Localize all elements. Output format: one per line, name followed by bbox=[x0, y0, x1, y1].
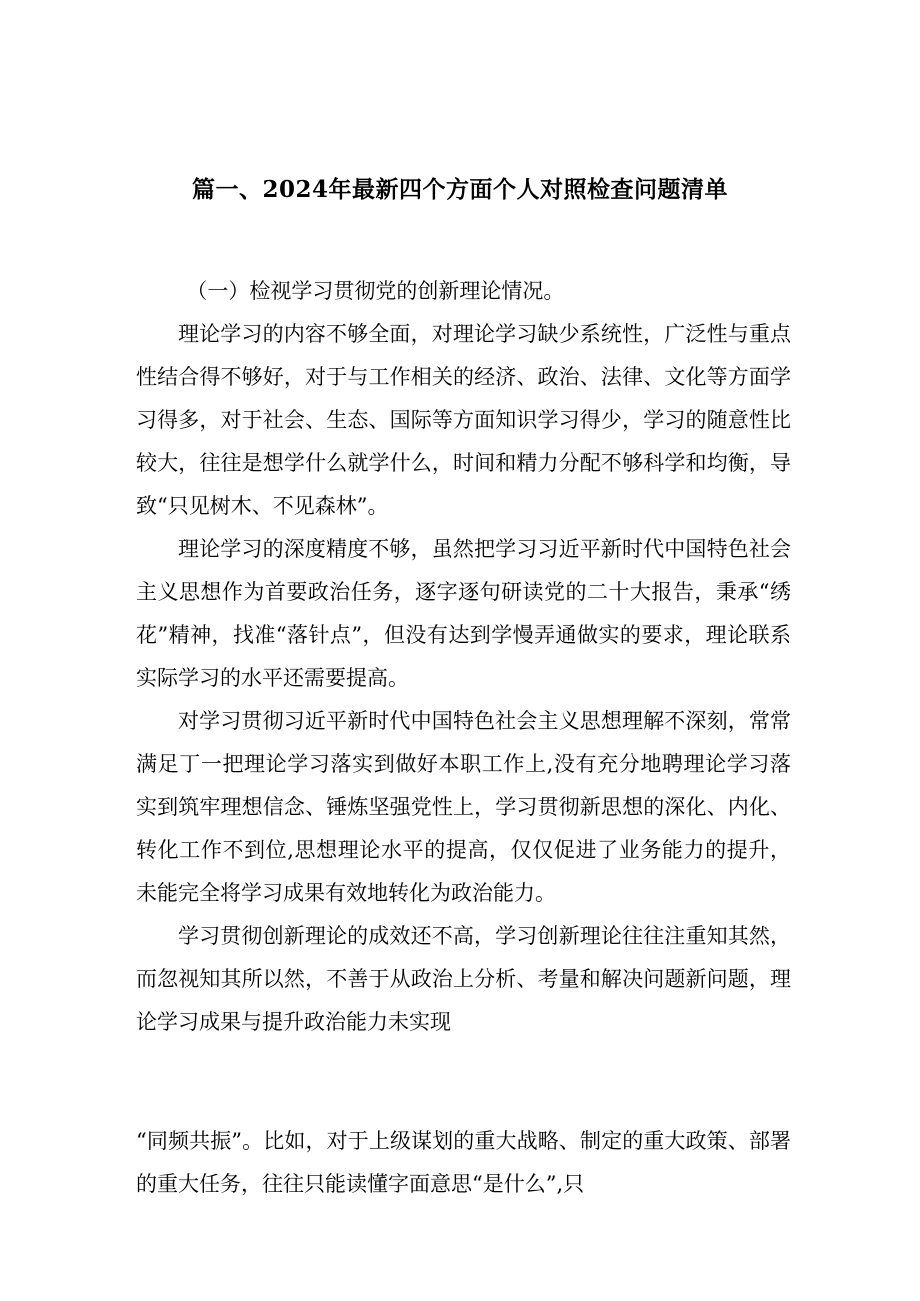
section-heading: （一）检视学习贯彻党的创新理论情况。 bbox=[186, 279, 565, 303]
paragraph-1: 理论学习的内容不够全面，对理论学习缺少系统性，广泛性与重点性结合得不够好，对于与工作相关的经济、政治、法律、文化等方面学习得多，对于社会、生态、国际等方面知识学习得少，学习的随意性比较大，往往是想学什么就学什么，时间和精力分配不够科学和均衡，导致“只见树木、不见森林”。 bbox=[136, 322, 791, 518]
paragraph-3: 对学习贯彻习近平新时代中国特色社会主义思想理解不深刻，常常满足丁一把理论学习落实到做好本职工作上,没有充分地聘理论学习落实到筑牢理想信念、锤炼坚强党性上，学习贯彻新思想的深化、内化、转化工作不到位,思想理论水平的提高，仅仅促进了业务能力的提升，未能完全将学习成果有效地转化为政治能力。 bbox=[136, 709, 791, 905]
paragraph-2: 理论学习的深度精度不够，虽然把学习习近平新时代中国特色社会主义思想作为首要政治任务，逐字逐句研读党的二十大报告，秉承“绣花”精神，找准“落针点”，但没有达到学慢弄通做实的要求，理论联系实际学习的水平还需要提高。 bbox=[136, 537, 791, 690]
document-body bbox=[136, 270, 791, 1044]
continuation-block bbox=[136, 1120, 791, 1206]
paragraph-4: 学习贯彻创新理论的成效还不高，学习创新理论往往注重知其然，而忽视知其所以然，不善于从政治上分析、考量和解决问题新问题，理论学习成果与提升政治能力未实现 bbox=[136, 924, 791, 1034]
document-title: 篇一、2024年最新四个方面个人对照检查问题清单 bbox=[191, 176, 728, 203]
continuation-paragraph: “同频共振”。比如，对于上级谋划的重大战略、制定的重大政策、部署的重大任务，往往只能读懂字面意思“是什么”,只 bbox=[136, 1129, 791, 1196]
